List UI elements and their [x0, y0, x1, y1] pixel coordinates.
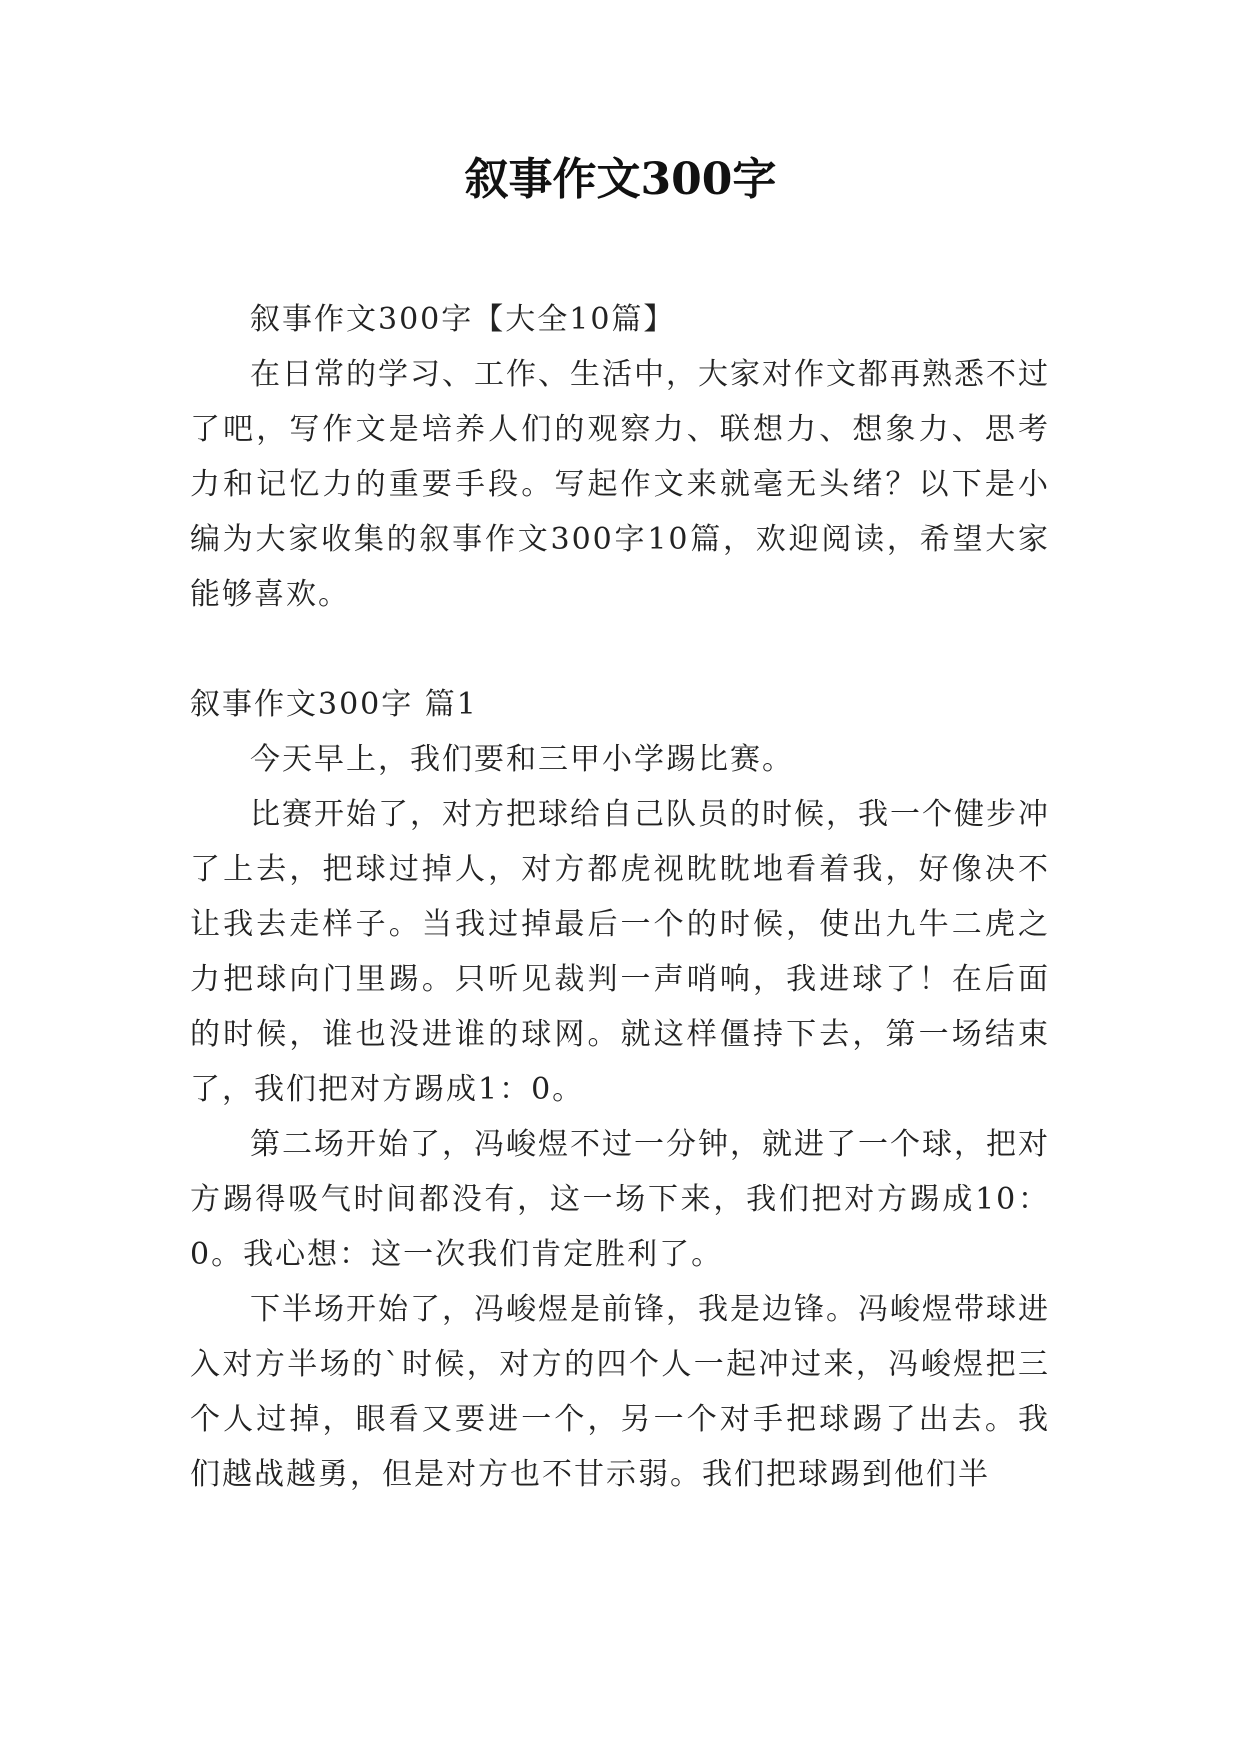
intro-paragraph: 在日常的学习、工作、生活中，大家对作文都再熟悉不过了吧，写作文是培养人们的观察力、联想力、想象力、思考力和记忆力的重要手段。写起作文来就毫无头绪？以下是小编为大家收集的叙事作文300字10篇，欢迎阅读，希望大家能够喜欢。: [190, 357, 1050, 612]
document-body: [190, 292, 1050, 1502]
body-paragraph: 比赛开始了，对方把球给自己队员的时候，我一个健步冲了上去，把球过掉人，对方都虎视眈眈地看着我，好像决不让我去走样子。当我过掉最后一个的时候，使出九牛二虎之力把球向门里踢。只听见裁判一声哨响，我进球了！在后面的时候，谁也没进谁的球网。就这样僵持下去，第一场结束了，我们把对方踢成1：0。: [190, 797, 1050, 1107]
document-subtitle: 叙事作文300字【大全10篇】: [250, 302, 676, 337]
section-heading: 叙事作文300字 篇1: [190, 687, 478, 722]
body-paragraph: 下半场开始了，冯峻煜是前锋，我是边锋。冯峻煜带球进入对方半场的`时候，对方的四个人一起冲过来，冯峻煜把三个人过掉，眼看又要进一个，另一个对手把球踢了出去。我们越战越勇，但是对方也不甘示弱。我们把球踢到他们半: [190, 1292, 1050, 1492]
document-title: 叙事作文300字: [464, 154, 777, 205]
body-paragraph: 今天早上，我们要和三甲小学踢比赛。: [250, 742, 794, 777]
body-paragraph: 第二场开始了，冯峻煜不过一分钟，就进了一个球，把对方踢得吸气时间都没有，这一场下来，我们把对方踢成10：0。我心想：这一次我们肯定胜利了。: [190, 1127, 1050, 1272]
